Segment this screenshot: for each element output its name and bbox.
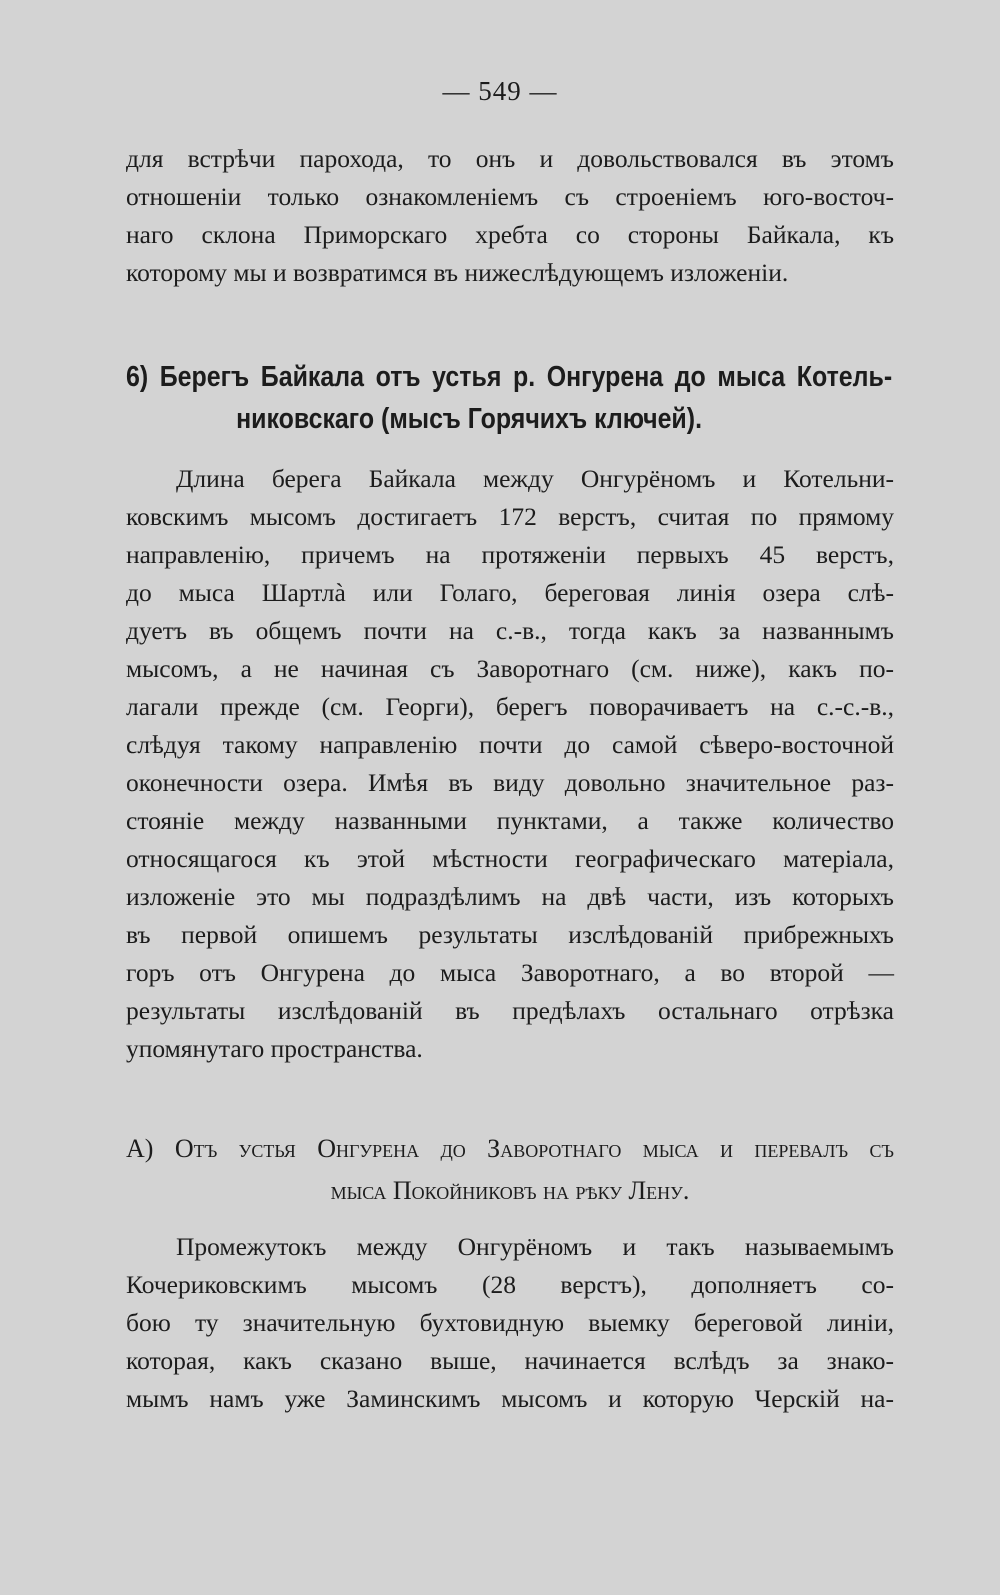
subsection-heading <box>126 1128 894 1212</box>
text-line: которая, какъ сказано выше, начинается вслѣдъ за знако- <box>126 1346 894 1375</box>
heading-line: никовскаго (мысъ Горячихъ ключей). <box>236 403 703 435</box>
text-line: изложеніе это мы подраздѣлимъ на двѣ части, изъ которыхъ <box>126 882 894 911</box>
text-line: наго склона Приморскаго хребта со стороны Байкала, къ <box>126 220 894 249</box>
text-line: Длина берега Байкала между Онгурёномъ и Котельни- <box>176 464 894 493</box>
text-line: относящагося къ этой мѣстности географическаго матеріала, <box>126 844 894 873</box>
text-line: до мыса Шартлà или Голаго, береговая линія озера слѣ- <box>126 578 894 607</box>
paragraph-last <box>126 1228 894 1418</box>
text-line: отношеніи только ознакомленіемъ съ строеніемъ юго-восточ- <box>126 182 894 211</box>
heading-line: 6) Берегъ Байкала отъ устья р. Онгурена до мыса Котель- <box>126 361 893 393</box>
paragraph-main <box>126 460 894 1068</box>
heading-line: А) Отъ устья Онгурена до Заворотнаго мыса и перевалъ съ <box>126 1134 894 1163</box>
section-heading <box>126 356 894 440</box>
text-line: ковскимъ мысомъ достигаетъ 172 верстъ, считая по прямому <box>126 502 894 531</box>
text-line: стояніе между названными пунктами, а также количество <box>126 806 894 835</box>
heading-line: мыса Покойниковъ на рѣку Лену. <box>330 1176 690 1205</box>
text-line: которому мы и возвратимся въ нижеслѣдующемъ изложеніи. <box>126 258 789 287</box>
text-line: мысомъ, а не начиная съ Заворотнаго (см. ниже), какъ по- <box>126 654 894 683</box>
page-number: — 549 — <box>442 76 558 106</box>
text-line: лагали прежде (см. Георги), берегъ поворачиваетъ на с.-с.-в., <box>126 692 894 721</box>
text-line: горъ отъ Онгурена до мыса Заворотнаго, а во второй — <box>126 958 894 987</box>
text-line: результаты изслѣдованій въ предѣлахъ остальнаго отрѣзка <box>126 996 894 1025</box>
text-line: упомянутаго пространства. <box>126 1034 423 1063</box>
text-line: для встрѣчи парохода, то онъ и довольствовался въ этомъ <box>126 144 894 173</box>
paragraph-continued <box>126 140 894 292</box>
text-line: бою ту значительную бухтовидную выемку береговой линіи, <box>126 1308 894 1337</box>
text-line: оконечности озера. Имѣя въ виду довольно значительное раз- <box>126 768 894 797</box>
text-line: слѣдуя такому направленію почти до самой сѣверо-восточной <box>126 730 894 759</box>
text-line: Промежутокъ между Онгурёномъ и такъ называемымъ <box>176 1232 894 1261</box>
text-line: дуетъ въ общемъ почти на с.-в., тогда какъ за названнымъ <box>126 616 894 645</box>
text-line: Кочериковскимъ мысомъ (28 верстъ), дополняетъ со- <box>126 1270 894 1299</box>
text-line: направленію, причемъ на протяженіи первыхъ 45 верстъ, <box>126 540 894 569</box>
text-line: мымъ намъ уже Заминскимъ мысомъ и которую Черскій на- <box>126 1384 894 1413</box>
text-line: въ первой опишемъ результаты изслѣдованій прибрежныхъ <box>126 920 894 949</box>
